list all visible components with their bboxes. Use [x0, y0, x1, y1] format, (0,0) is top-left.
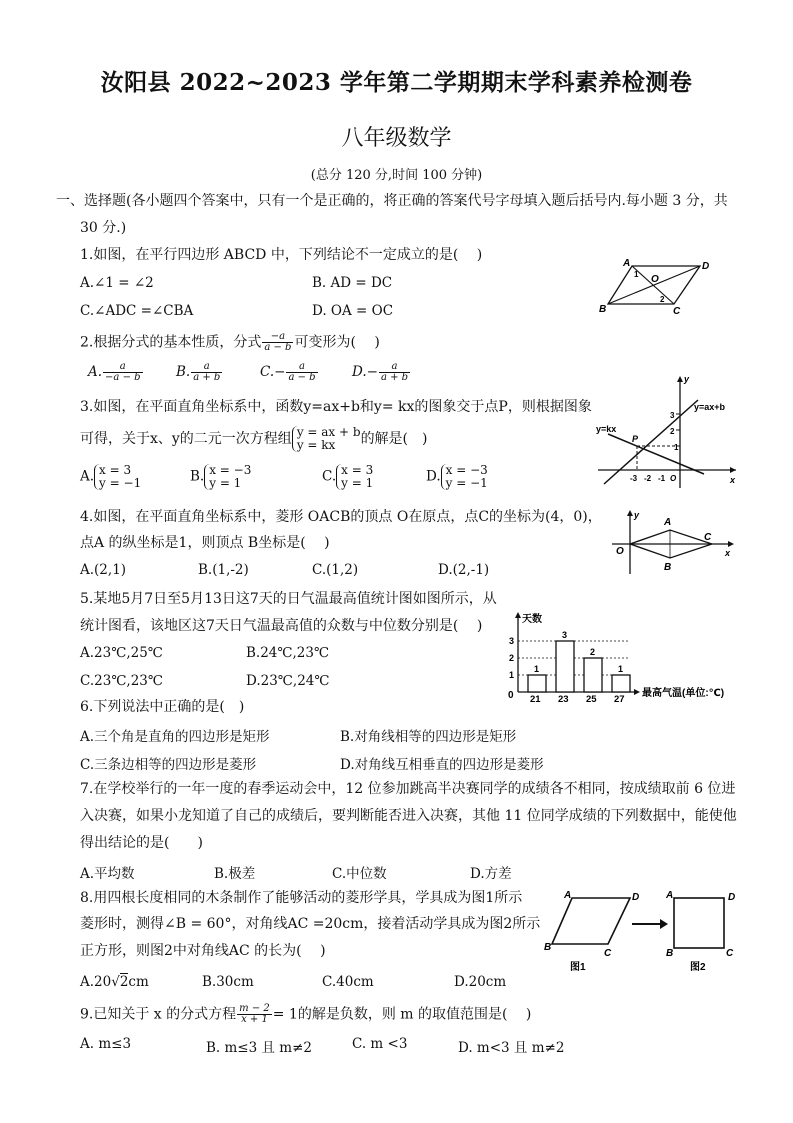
q8-fig2-label-d: D [728, 892, 736, 903]
q2-fraction [262, 332, 293, 353]
q8-fig2-caption: 图2 [690, 962, 706, 973]
q1-fig-label-a: A [623, 258, 631, 269]
q3-fig-point-p: P [632, 434, 639, 444]
q7-line1: 7.在学校举行的一年一度的春季运动会中，12 位参加跳高半决赛同学的成绩各不相同，按成绩取前 6 位进 [80, 781, 736, 797]
q5-line2: 统计图看，该地区这7天日气温最高值的众数与中位数分别是( ) [80, 618, 483, 634]
q3-option-c-line1: x = 3 [341, 463, 374, 477]
q2-option-b-den: a + b [193, 372, 221, 383]
q7-option-a: A.平均数 [80, 866, 135, 882]
q4-fig-x-axis: x [725, 548, 731, 558]
q3-line2-pre: 可得，关于x、y的二元一次方程组 [80, 431, 292, 447]
q5-option-a: A.23℃,25℃ [80, 645, 163, 661]
q8-fig1-label-d: D [632, 892, 640, 903]
q9-stem [80, 1004, 531, 1025]
q5-chart-ytick: 2 [509, 653, 515, 663]
q2-option-c [260, 362, 319, 383]
q5-chart-origin: 0 [508, 690, 514, 701]
q4-fig-label-o: O [616, 546, 624, 557]
q5-chart-bar [612, 675, 630, 692]
q8-option-a-pre: A.20 [80, 974, 112, 990]
q4-fig-label-a: A [664, 517, 672, 528]
q1-option-c: C.∠ADC =∠CBA [80, 303, 194, 319]
q8-option-c: C.40cm [322, 974, 374, 990]
q2-option-a-den: −a − b [105, 372, 141, 383]
q8-fig2-label-a: A [666, 890, 674, 901]
q3-fig-line-axb: y=ax+b [694, 402, 726, 412]
q3-option-c-line2: y = 1 [341, 476, 374, 490]
q5-chart-bar [528, 675, 546, 692]
q3-fig-x-axis: x [730, 475, 736, 485]
q8-line2: 菱形时，测得∠B = 60°，对角线AC =20cm，接着活动学具成为图2所示 [80, 916, 541, 932]
q4-option-b: B.(1,-2) [198, 562, 249, 578]
q7-option-d: D.方差 [470, 866, 512, 882]
q9-option-c: C. m <3 [352, 1036, 408, 1052]
q6-option-b: B.对角线相等的四边形是矩形 [340, 729, 517, 745]
q2-option-d-den: a + b [380, 372, 409, 383]
q3-fig-tick-m3: -3 [630, 474, 638, 483]
q3-option-c [322, 464, 373, 490]
q1-stem: 1.如图，在平行四边形 ABCD 中，下列结论不一定成立的是( ) [80, 247, 483, 263]
q2-option-a-num: a [103, 362, 142, 373]
q6-option-a: A.三个角是直角的四边形是矩形 [80, 729, 270, 745]
q3-fig-tick-2: 2 [670, 427, 675, 436]
q3-option-d-line2: y = −1 [445, 476, 488, 490]
q2-stem-pre: 2.根据分式的基本性质，分式 [80, 334, 262, 351]
q2-option-a-label: A. [88, 364, 103, 380]
q9-fraction-num: m − 2 [239, 1003, 270, 1014]
q3-option-d-line1: x = −3 [445, 463, 488, 477]
q8-fig1-label-a: A [564, 890, 572, 901]
q3-option-b-line1: x = −3 [209, 463, 252, 477]
q3-fig-origin: O [670, 474, 677, 483]
q3-fig-y-axis: y [684, 374, 690, 384]
q3-option-b-label: B. [190, 468, 205, 485]
q1-fig-label-o: O [651, 274, 659, 285]
q9-option-b: B. m≤3 且 m≠2 [206, 1040, 312, 1056]
q3-option-a [80, 464, 141, 490]
q8-option-a-radicand: 2 [119, 974, 129, 990]
q4-rhombus-figure [608, 508, 736, 578]
q7-line2: 入决赛，如果小龙知道了自己的成绩后，要判断能否进入决赛，其他 11 位同学成绩的下列数据中，能使他 [80, 808, 737, 824]
q5-chart-category-label: 21 [530, 694, 541, 702]
q4-option-a: A.(2,1) [80, 562, 127, 578]
q5-chart-bar [584, 658, 602, 692]
q2-option-a [88, 362, 144, 383]
q9-stem-post: = 1的解是负数，则 m 的取值范围是( ) [272, 1006, 532, 1023]
q1-fig-label-c: C [673, 306, 681, 317]
q3-fig-tick-m1: -1 [658, 474, 666, 483]
section-heading-line2: 30 分.) [80, 220, 127, 236]
q1-option-a: A.∠1 = ∠2 [80, 275, 154, 291]
q4-fig-label-b: B [664, 562, 672, 573]
q2-option-b [176, 362, 223, 383]
q8-sqrt-sign: √ [111, 974, 120, 990]
q4-option-c: C.(1,2) [312, 562, 359, 578]
q8-option-b: B.30cm [202, 974, 254, 990]
q3-line1: 3.如图，在平面直角坐标系中，函数y=ax+b和y= kx的图象交于点P，则根据图象 [80, 399, 592, 415]
q8-option-a-unit: cm [128, 974, 149, 990]
q4-line1: 4.如图，在平面直角坐标系中，菱形 OACB的顶点 O在原点，点C的坐标为(4，0)， [80, 509, 602, 525]
q3-option-d [426, 464, 488, 490]
q8-option-a [80, 974, 149, 990]
q5-chart-ytick: 1 [509, 670, 515, 680]
q2-option-d [352, 362, 411, 383]
q9-option-a: A. m≤3 [80, 1036, 132, 1052]
q6-option-c: C.三条边相等的四边形是菱形 [80, 757, 257, 773]
q4-fig-y-axis: y [634, 510, 640, 520]
q7-option-c: C.中位数 [332, 866, 387, 882]
q3-fig-line-kx: y=kx [596, 424, 617, 434]
q1-fig-angle-2: 2 [660, 295, 665, 304]
q6-stem: 6.下列说法中正确的是( ) [80, 699, 245, 715]
q1-fig-label-d: D [702, 261, 710, 272]
q3-line2-post: 的解是( ) [360, 431, 428, 447]
q5-chart-data-label: 2 [590, 647, 596, 657]
q3-option-a-line1: x = 3 [99, 463, 132, 477]
q5-chart-ylabel: 天数 [522, 614, 542, 625]
q6-option-d: D.对角线互相垂直的四边形是菱形 [340, 757, 544, 773]
q5-chart-category-label: 25 [586, 694, 597, 702]
q8-fig2-label-c: C [726, 948, 734, 959]
q3-option-b [190, 464, 251, 490]
q3-option-d-label: D. [426, 468, 441, 485]
q9-option-d: D. m<3 且 m≠2 [458, 1040, 565, 1056]
q8-fig1-label-b: B [544, 942, 552, 953]
q4-fig-label-c: C [704, 532, 712, 543]
q2-fraction-den: a − b [264, 342, 292, 353]
q2-option-d-num: a [379, 362, 410, 373]
q7-line3: 得出结论的是( ) [80, 835, 203, 851]
q5-bar-chart [506, 610, 766, 702]
q5-option-d: D.23℃,24℃ [246, 673, 330, 689]
exam-note: (总分 120 分,时间 100 分钟) [310, 168, 483, 183]
q3-fig-tick-1: 1 [674, 443, 679, 452]
q5-option-c: C.23℃,23℃ [80, 673, 163, 689]
q4-line2: 点A 的纵坐标是1，则顶点 B坐标是( ) [80, 535, 330, 551]
exam-title: 汝阳县 2022~2023 学年第二学期期末学科素养检测卷 [100, 69, 693, 96]
q5-chart-bar [556, 641, 574, 692]
q8-rhombus-square-figure [542, 886, 742, 974]
exam-subtitle: 八年级数学 [341, 126, 452, 151]
q2-option-b-num: a [191, 362, 222, 373]
q3-option-a-label: A. [80, 468, 95, 485]
q3-option-a-line2: y = −1 [99, 476, 142, 490]
q2-stem-post: 可变形为( ) [294, 334, 380, 351]
q2-option-b-label: B. [176, 364, 191, 380]
q8-fig2-label-b: B [666, 948, 674, 959]
q5-chart-ytick: 3 [509, 636, 515, 646]
q8-option-d: D.20cm [454, 974, 507, 990]
q9-fraction [237, 1004, 272, 1025]
q3-line2 [80, 426, 428, 452]
q1-option-b: B. AD = DC [312, 275, 393, 291]
q3-coordinate-figure [594, 372, 744, 490]
q1-option-d: D. OA = OC [312, 303, 394, 319]
q8-line3: 正方形，则图2中对角线AC 的长为( ) [80, 943, 326, 959]
q7-option-b: B.极差 [214, 866, 256, 882]
section-heading-line1: 一、选择题(各小题四个答案中，只有一个是正确的，将正确的答案代号字母填入题后括号内.每小题 3 分，共 [56, 193, 728, 209]
q3-eq1: y = ax + b [296, 425, 361, 439]
q5-chart-category-label: 23 [558, 694, 569, 702]
q1-fig-label-b: B [599, 304, 607, 315]
q3-eq2: y = kx [296, 438, 336, 452]
q8-line1: 8.用四根长度相同的木条制作了能够活动的菱形学具，学具成为图1所示 [80, 890, 523, 906]
q4-option-d: D.(2,-1) [438, 562, 490, 578]
q2-option-c-num: a [286, 362, 317, 373]
q2-option-d-label: D.− [352, 364, 378, 380]
q5-line1: 5.某地5月7日至5月13日这7天的日气温最高值统计图如图所示，从 [80, 591, 497, 607]
q2-fraction-num: −a [262, 332, 293, 343]
q5-chart-data-label: 3 [562, 630, 568, 640]
q3-option-c-label: C. [322, 468, 337, 485]
q9-stem-pre: 9.已知关于 x 的分式方程 [80, 1006, 237, 1023]
q3-fig-tick-3: 3 [670, 411, 675, 420]
q5-option-b: B.24℃,23℃ [246, 645, 330, 661]
q1-fig-angle-1: 1 [634, 270, 639, 279]
q5-chart-xlabel: 最高气温(单位:℃) [642, 688, 725, 699]
q3-fig-tick-m2: -2 [644, 474, 652, 483]
q3-option-b-line2: y = 1 [209, 476, 242, 490]
q2-option-c-label: C.− [260, 364, 286, 380]
q9-fraction-den: x + 1 [241, 1014, 268, 1025]
q5-chart-data-label: 1 [534, 664, 540, 674]
q8-fig1-label-c: C [604, 948, 612, 959]
q1-parallelogram-figure [596, 254, 711, 318]
q5-chart-category-label: 27 [614, 694, 625, 702]
q5-chart-data-label: 1 [618, 664, 624, 674]
q2-option-c-den: a − b [288, 372, 316, 383]
q8-fig1-caption: 图1 [570, 962, 586, 973]
q2-stem [80, 332, 380, 353]
